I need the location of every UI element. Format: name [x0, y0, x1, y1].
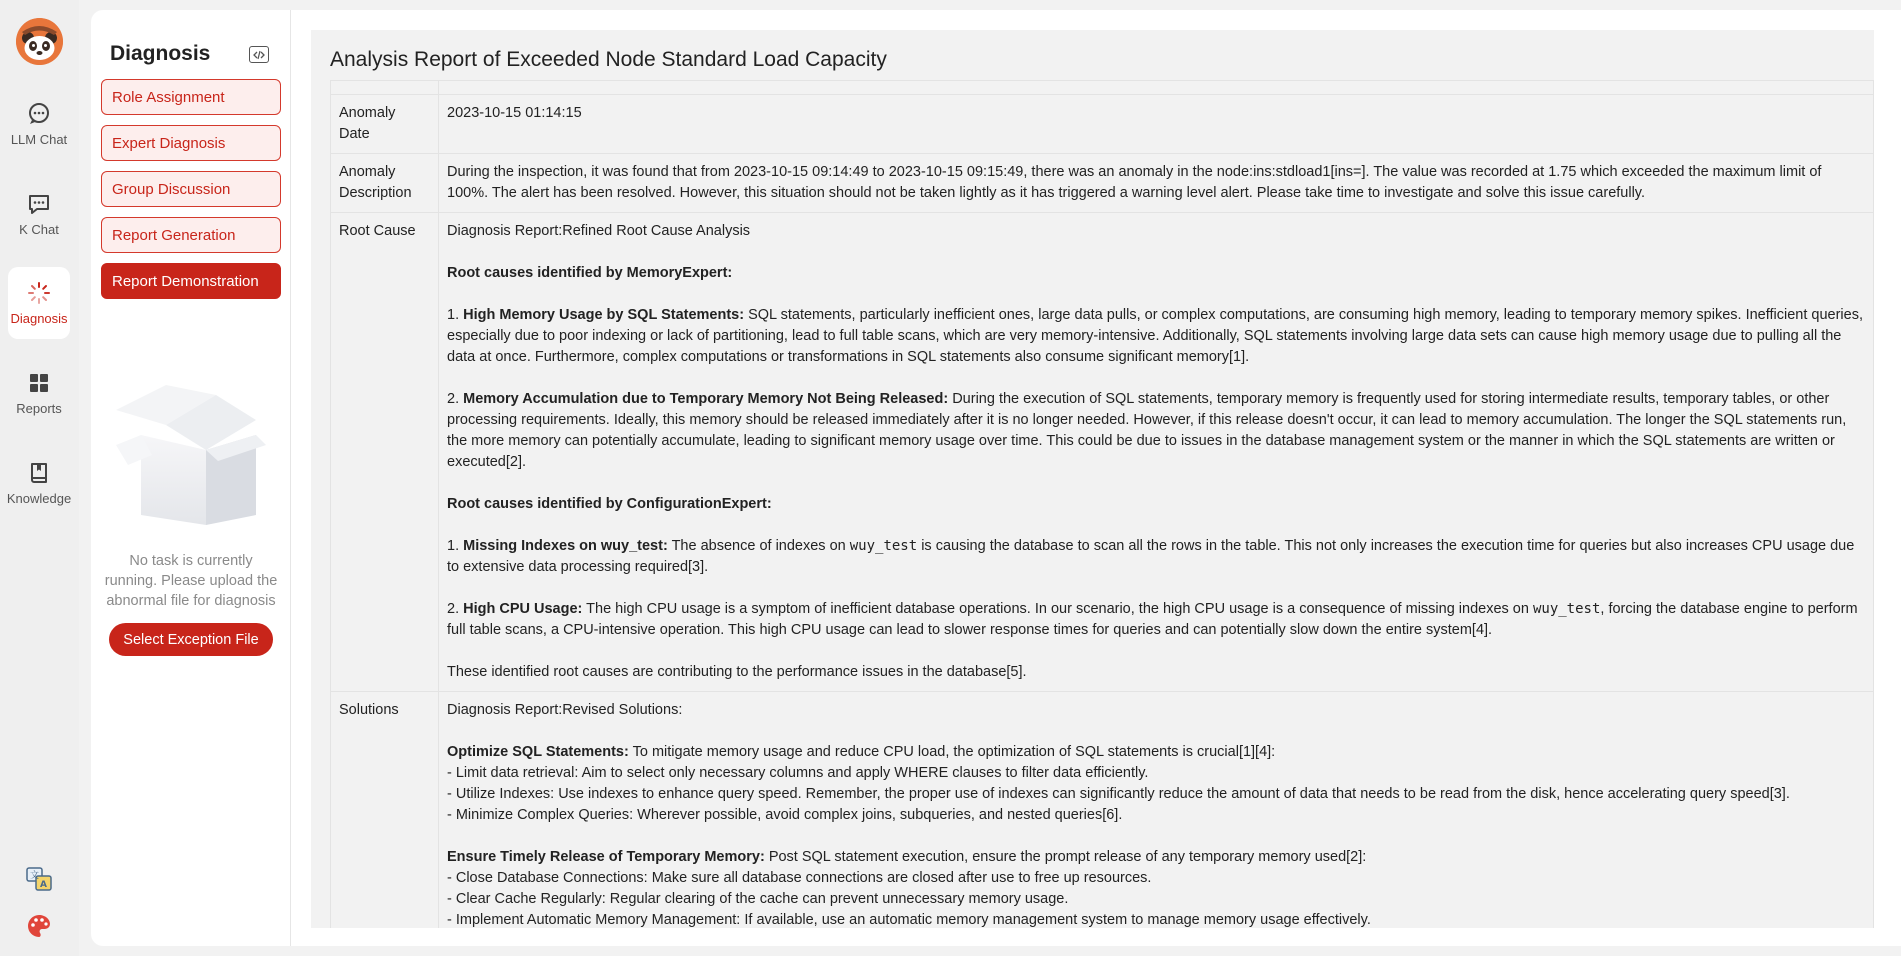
table-row — [331, 81, 1874, 95]
chat-bubble-icon — [27, 102, 51, 126]
anomaly-date-value: 2023-10-15 01:14:15 — [439, 95, 1874, 154]
root-cause-item: 2. Memory Accumulation due to Temporary Memory Not Being Released: During the execution of SQL statements, temporary memory is frequently used for storing intermediate results, temporary tables, or other processing requirements. Ideally, this memory should be released immediately after it is no longer needed. However, if this release doesn't occur, it can lead to memory accumulation. The longer the SQL statements run, the more memory can potentially accumulate, leading to significant memory usage over time. This could be due to issues in the database management system or the manner in which the SQL statements are written or executed[2]. — [447, 391, 1847, 470]
book-icon — [27, 461, 51, 485]
code-view-toggle-icon[interactable] — [249, 46, 269, 63]
panda-avatar-icon — [16, 18, 63, 65]
solution-block: Ensure Timely Release of Temporary Memory: Post SQL statement execution, ensure the prompt release of any temporary memory used[2]: - Close Database Connections: Make sure all database connections are closed after use to free up resources. - Clear Cache Regularly: Regular clearing of the cache can prevent unnecessary memory usage. - Implement Automatic Memory Management: If available, use an automatic memory management system to manage memory usage effectively. — [447, 847, 1865, 928]
palette-icon[interactable] — [24, 911, 54, 941]
table-row — [331, 95, 1874, 154]
rail-item-llm-chat[interactable] — [8, 88, 70, 160]
step-report-generation-button[interactable]: Report Generation — [101, 217, 281, 253]
memory-expert-heading: Root causes identified by MemoryExpert: — [447, 265, 733, 281]
avatar[interactable] — [16, 18, 63, 65]
step-report-demonstration-button[interactable]: Report Demonstration — [101, 263, 281, 299]
configuration-expert-heading: Root causes identified by ConfigurationExpert: — [447, 496, 772, 512]
empty-state-text: No task is currently running. Please upload the abnormal file for diagnosis — [104, 553, 278, 609]
message-square-icon — [27, 192, 51, 216]
svg-text:文: 文 — [30, 871, 40, 881]
table-row — [331, 154, 1874, 213]
solutions-label: Solutions — [331, 692, 439, 929]
rail-item-k-chat[interactable] — [8, 178, 70, 250]
translate-icon[interactable] — [24, 864, 54, 894]
step-expert-diagnosis-button[interactable]: Expert Diagnosis — [101, 125, 281, 161]
list-item: - Utilize Indexes: Use indexes to enhance query speed. Remember, the proper use of indexes can significantly reduce the amount of data that needs to be read from the disk, hence accelerating query speed[3]. — [447, 786, 1790, 802]
root-cause-intro: Diagnosis Report:Refined Root Cause Analysis — [447, 223, 751, 239]
list-item: - Limit data retrieval: Aim to select only necessary columns and apply WHERE clauses to filter data efficiently. — [447, 765, 1149, 781]
diagnosis-panel — [91, 10, 291, 946]
icon-rail — [0, 0, 79, 956]
report-title: Analysis Report of Exceeded Node Standard Load Capacity — [330, 48, 887, 71]
rail-label: Reports — [16, 400, 62, 416]
table-row — [331, 213, 1874, 692]
solutions-value — [439, 692, 1874, 929]
rail-label: LLM Chat — [10, 131, 68, 147]
root-cause-item: 1. Missing Indexes on wuy_test: The absence of indexes on wuy_test is causing the database to scan all the rows in the table. This not only increases the execution time for queries but also increases CPU usage due to extensive data processing required[3]. — [447, 538, 1855, 575]
table-row — [331, 692, 1874, 929]
rail-label: Knowledge — [6, 490, 72, 506]
root-cause-item: 2. High CPU Usage: The high CPU usage is a symptom of inefficient database operations. In our scenario, the high CPU usage is a consequence of missing indexes on wuy_test, forcing the database engine to perform full table scans, a CPU-intensive operation. This high CPU usage can lead to slower response times for queries and can potentially slow down the entire system[4]. — [447, 601, 1858, 638]
list-item: - Minimize Complex Queries: Wherever possible, avoid complex joins, subqueries, and nested queries[6]. — [447, 807, 1123, 823]
report-container[interactable] — [311, 30, 1874, 928]
step-group-discussion-button[interactable]: Group Discussion — [101, 171, 281, 207]
list-item: - Clear Cache Regularly: Regular clearing of the cache can prevent unnecessary memory usage. — [447, 891, 1069, 907]
empty-box-icon — [106, 365, 271, 535]
main-content — [291, 10, 1901, 946]
rail-item-diagnosis[interactable] — [8, 267, 70, 339]
loading-spinner-icon — [27, 281, 51, 305]
root-cause-conclusion: These identified root causes are contributing to the performance issues in the database[5]. — [447, 664, 1027, 680]
grid-icon — [27, 371, 51, 395]
anomaly-description-label: Anomaly Description — [331, 154, 439, 213]
svg-text:A: A — [40, 880, 47, 890]
panel-title: Diagnosis — [110, 42, 211, 65]
select-exception-file-button[interactable]: Select Exception File — [109, 623, 273, 656]
rail-item-reports[interactable] — [8, 357, 70, 429]
root-cause-item: 1. High Memory Usage by SQL Statements: SQL statements, particularly inefficient ones, large data pulls, or complex computations, are consuming high memory, leading to temporary memory spikes. Inefficient queries, especially due to poor indexing or lack of partitioning, lead to full table scans, which are very memory-intensive. Additionally, SQL statements involving large data sets can cause high memory usage due to pulling all the data at once. Furthermore, complex computations or transformations in SQL statements also consume significant memory[1]. — [447, 307, 1863, 365]
inline-code: wuy_test — [1532, 601, 1601, 617]
solution-block: Optimize SQL Statements: To mitigate memory usage and reduce CPU load, the optimization of SQL statements is crucial[1][4]: - Limit data retrieval: Aim to select only necessary columns and apply WHERE clauses to filter data efficiently. - Utilize Indexes: Use indexes to enhance query speed. Remember, the proper use of indexes can significantly reduce the amount of data that needs to be read from the disk, hence accelerating query speed[3]. - Minimize Complex Queries: Wherever possible, avoid complex joins, subqueries, and nested queries[6]. — [447, 742, 1865, 826]
anomaly-date-label: Anomaly Date — [331, 95, 439, 154]
solutions-intro: Diagnosis Report:Revised Solutions: — [447, 702, 683, 718]
anomaly-description-value: During the inspection, it was found that from 2023-10-15 09:14:49 to 2023-10-15 09:15:49, there was an anomaly in the node:ins:stdload1[ins=]. The value was recorded at 1.75 which exceeded the maximum limit of 100%. The alert has been resolved. However, this situation should not be taken lightly as it has triggered a warning level alert. Please take time to investigate and solve this issue carefully. — [439, 154, 1874, 213]
inline-code: wuy_test — [849, 538, 918, 554]
root-cause-value — [439, 213, 1874, 692]
rail-item-knowledge[interactable] — [8, 447, 70, 519]
step-role-assignment-button[interactable]: Role Assignment — [101, 79, 281, 115]
rail-label: K Chat — [19, 221, 59, 237]
list-item: - Implement Automatic Memory Management: If available, use an automatic memory management system to manage memory usage effectively. — [447, 912, 1371, 928]
rail-label: Diagnosis — [10, 310, 68, 326]
report-table — [330, 80, 1874, 928]
list-item: - Close Database Connections: Make sure all database connections are closed after use to free up resources. — [447, 870, 1152, 886]
root-cause-label: Root Cause — [331, 213, 439, 692]
